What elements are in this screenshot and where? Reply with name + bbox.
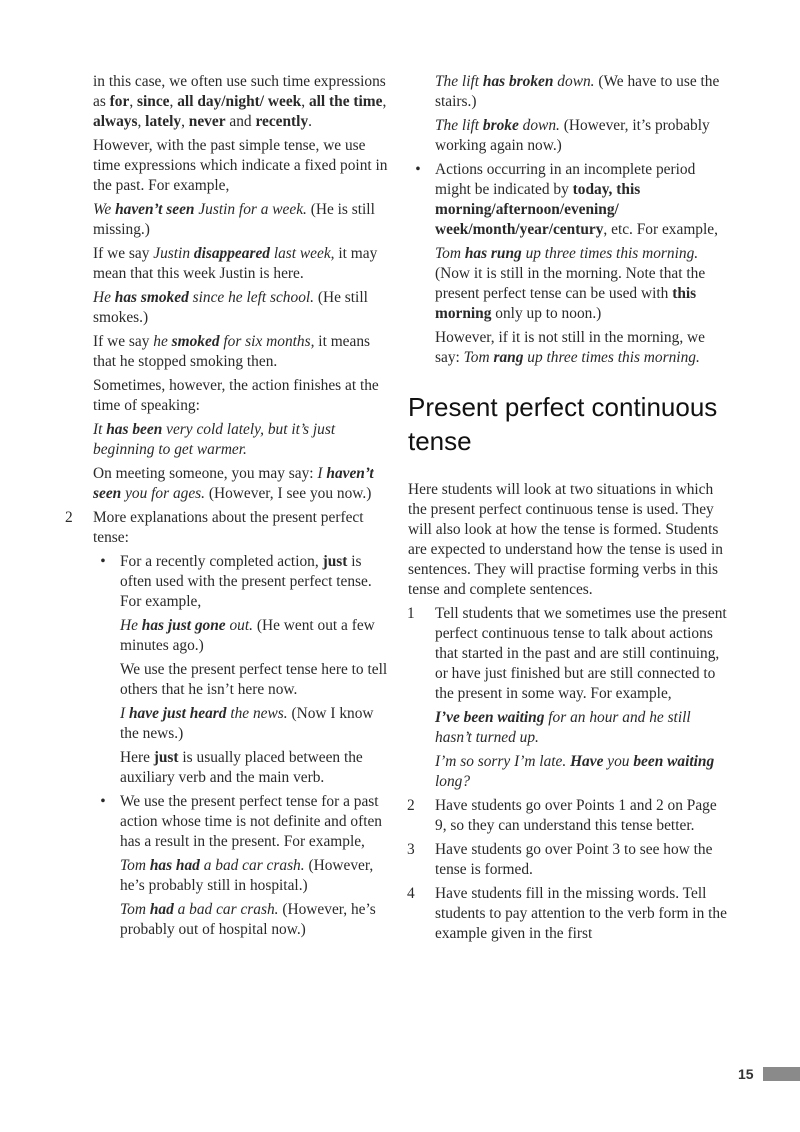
step-text: Have students go over Point 3 to see how the tense is formed. [435,841,713,878]
bullet-list-left [93,552,388,940]
paragraph-meeting-someone: On meeting someone, you may say: I haven’t seen you for ages. (However, I see you now.) [93,465,374,502]
page-number: 15 [738,1066,754,1082]
example-has-smoked: He has smoked since he left school. (He still smokes.) [93,289,368,326]
example-has-just-gone: He has just gone out. (He went out a few minutes ago.) [120,617,375,654]
bullet-text: We use the present perfect tense for a past action whose time is not definite and often has a result in the present. For example, [120,793,383,850]
section-heading: Present perfect continuous tense [408,392,718,456]
step-number: 2 [407,797,415,814]
step-3 [407,840,730,880]
item-number: 2 [65,509,73,526]
example-ive-been-waiting: I’ve been waiting for an hour and he still hasn’t turned up. [435,709,691,746]
step-text: Tell students that we sometimes use the present perfect continuous tense to talk about actions that started in the past and are still continuing, or have just finished but are still connected to the present in some way. For example, [435,605,727,702]
paragraph-disappeared: If we say Justin disappeared last week, it may mean that this week Justin is here. [93,245,378,282]
example-has-been: It has been very cold lately, but it’s just beginning to get warmer. [93,421,336,458]
step-number: 4 [407,885,415,902]
numbered-item-2 [65,508,388,548]
item-text: More explanations about the present perfect tense: [93,509,364,546]
bullet-text: For a recently completed action, just is often used with the present perfect tense. For example, [120,553,372,610]
step-1 [407,604,730,792]
bullet-item-indefinite-time [100,792,388,940]
example-havent-seen: We haven’t seen Justin for a week. (He is still missing.) [93,201,375,238]
numbered-steps [408,604,730,944]
example-broke: The lift broke down. (However, it’s probably working again now.) [435,117,710,154]
step-4 [407,884,730,944]
step-2 [407,796,730,836]
paragraph-action-finishes: Sometimes, however, the action finishes at the time of speaking: [93,377,379,414]
bullet-item-just [100,552,388,788]
right-column [408,72,730,948]
explanation-just-placement: Here just is usually placed between the auxiliary verb and the main verb. [120,749,363,786]
example-has-rung: Tom has rung up three times this morning. (Now it is still in the morning. Note that the present perfect tense can be used with this morning only up to noon.) [435,245,706,322]
step-text: Have students fill in the missing words. Tell students to pay attention to the verb form in the example given in the first [435,885,727,942]
paragraph-past-simple: However, with the past simple tense, we use time expressions which indicate a fixed point in the past. For example, [93,137,388,194]
example-has-had: Tom has had a bad car crash. (However, he’s probably still in hospital.) [120,857,374,894]
example-had: Tom had a bad car crash. (However, he’s probably out of hospital now.) [120,901,376,938]
example-have-just-heard: I have just heard the news. (Now I know the news.) [120,705,374,742]
example-have-you-been-waiting: I’m so sorry I’m late. Have you been waiting long? [435,753,715,790]
left-column [65,72,388,944]
example-rang: However, if it is not still in the morning, we say: Tom rang up three times this morning. [435,329,705,366]
step-number: 1 [407,605,415,622]
bullet-text: Actions occurring in an incomplete period might be indicated by today, this morning/afternoon/evening/ week/month/year/century, etc. For example, [435,161,718,238]
step-text: Have students go over Points 1 and 2 on Page 9, so they can understand this tense better. [435,797,717,834]
section-intro: Here students will look at two situations in which the present perfect continuous tense is used. They will also look at how the tense is formed. Students are expected to understand how the tense is used in sentences. They will practise forming verbs in this tense and complete sentences. [408,481,723,598]
page-number-bar [763,1067,800,1081]
bullet-item-incomplete-period [415,160,730,368]
bullet-icon: • [100,553,106,570]
example-has-broken: The lift has broken down. (We have to use the stairs.) [435,73,720,110]
paragraph-smoked: If we say he smoked for six months, it means that he stopped smoking then. [93,333,371,370]
bullet-icon: • [415,161,421,178]
paragraph-time-expressions: in this case, we often use such time expressions as for, since, all day/night/ week, all the time, always, lately, never and recently. [93,73,387,130]
bullet-icon: • [100,793,106,810]
explanation-text: We use the present perfect tense here to tell others that he isn’t here now. [120,661,388,698]
step-number: 3 [407,841,415,858]
bullet-list-right [408,72,730,368]
